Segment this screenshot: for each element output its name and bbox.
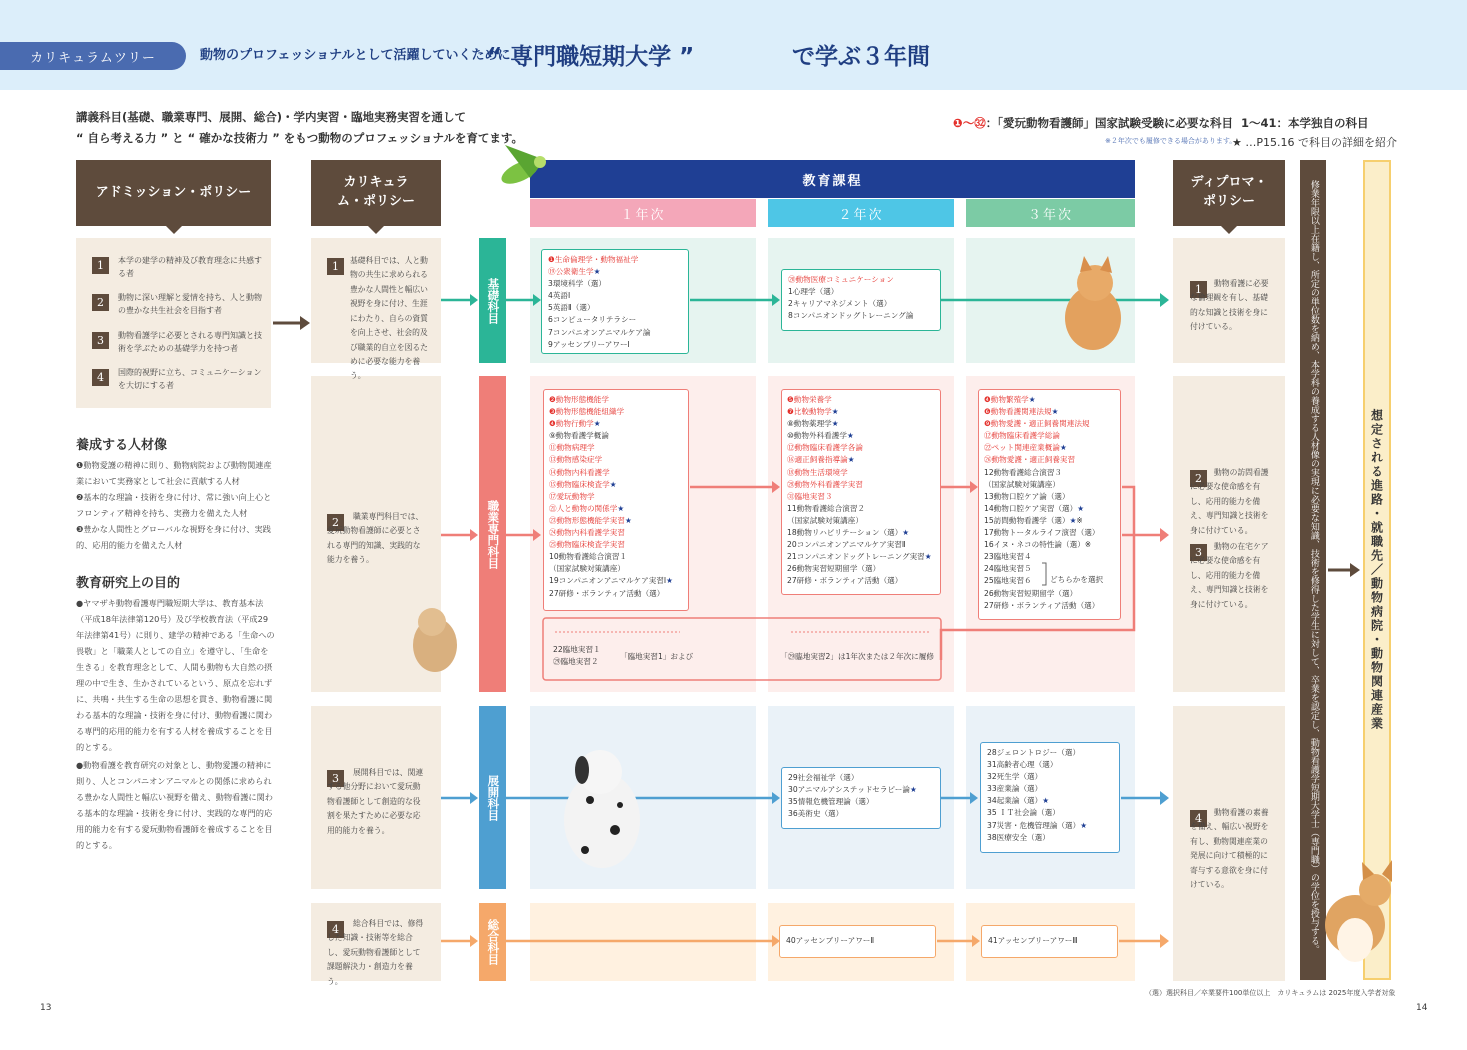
header-title-suffix: で学ぶ３年間 [792, 44, 930, 70]
course-item: 27研修・ボランティア活動（選） [984, 600, 1100, 610]
arrow-head [300, 316, 310, 330]
course-item: 5英語Ⅱ（選） [548, 303, 595, 313]
course-item: 25臨地実習６ [984, 576, 1032, 586]
mokuteki-title: 教育研究上の目的 [76, 576, 181, 591]
course-item: ㉙臨地実習２ [553, 657, 599, 666]
arrows-shoku [441, 487, 1160, 660]
course-item: 13動物口腔ケア論（選） [984, 491, 1070, 501]
course-item: 28ジェロントロジー（選） [987, 748, 1081, 757]
course-item: ⑰愛玩動物学 [549, 491, 595, 501]
rinchi-note: 「臨地実習1」および [620, 652, 694, 661]
curriculum-policy-title: カリキュラム・ポリシー [336, 175, 415, 209]
choice-bracket [1042, 563, 1046, 585]
course-item: 1心理学（選） [788, 287, 839, 297]
course-item: ❹動物行動学★ [549, 419, 601, 429]
admission-policy-title: アドミッション・ポリシー [95, 184, 252, 200]
course-item: 12動物看護総合演習３ [984, 467, 1063, 477]
course-item: ⑱動物生活環境学 [787, 467, 848, 477]
course-item: 34起業論（選）★ [987, 796, 1050, 806]
year-1-label: １年次 [620, 207, 666, 223]
course-item: 32死生学（選） [987, 772, 1043, 782]
course-item: 8コンパニオンドッグトレーニング論 [788, 311, 914, 321]
course-item: 17動物トータルライフ演習（選） [984, 528, 1100, 538]
course-item: 14動物口腔ケア実習（選）★ [984, 503, 1085, 513]
course-item: （国家試験対策講座） [549, 564, 625, 574]
course-item: 9アッセンブリーアワーⅠ [548, 339, 630, 349]
course-item: 15訪問動物看護学（選）★※ [984, 515, 1083, 525]
course-item: ⑨動物看護学概論 [549, 431, 609, 441]
legend-star: ★ …P15.16 で科目の詳細を紹介 [1232, 136, 1397, 149]
admission-item-text: 本学の建学の精神及び教育理念に共感する者 [118, 256, 262, 278]
course-item: 26動物実習短期留学（選） [787, 564, 881, 574]
course-item: 22臨地実習１ [553, 645, 601, 654]
course-item: 2キャリアマネジメント（選） [788, 299, 892, 309]
course-item: ㉓動物形態機能学実習★ [549, 515, 632, 525]
legend-red-text: ：「愛玩動物看護師」国家試験受験に必要な科目 [985, 116, 1233, 130]
course-item: 27研修・ボランティア活動（選） [787, 576, 903, 586]
course-item: 11動物看護総合演習２ [787, 503, 866, 513]
course-item: 35情報危機管理論（選） [788, 797, 874, 807]
course-item: ㉕動物臨床検査学実習 [549, 540, 625, 550]
admission-item-text: 国際的視野に立ち、コミュニケーションを大切にする者 [118, 368, 262, 390]
num-badge: 4 [1190, 810, 1207, 827]
dp-text-2: 動物の訪問看護に必要な使命感を有し、応用的能力を備え、専門知識と技術を身に付けている。 [1190, 468, 1269, 535]
cp-text-2: 職業専門科目では、愛玩動物看護師に必要とされる専門的知識、実践的な能力を養う。 [327, 512, 424, 565]
course-item: 31高齢者心理（選） [987, 760, 1058, 770]
course-item: 40アッセンブリーアワーⅡ [786, 936, 875, 946]
dp-text-3: 動物の在宅ケアに必要な使命感を有し、応用的能力を備え、専門知識と技術を身に付けている。 [1190, 542, 1269, 609]
course-item: 6コンピュータリテラシー [548, 315, 637, 325]
num-badge: 1 [1190, 281, 1207, 298]
course-item: ⑬動物感染症学 [549, 455, 603, 465]
page-number-left: 13 [40, 1003, 52, 1013]
course-item: 23臨地実習４ [984, 552, 1032, 562]
parakeet-illustration [498, 145, 546, 189]
course-item: ㉘動物外科看護学実習 [787, 479, 863, 489]
jinzai-item: ❸豊かな人間性とグローバルな視野を身に付け、実践的、応用的能力を備えた人材 [76, 523, 271, 550]
course-item: ❾動物愛護・適正飼養関連法規 [984, 419, 1090, 429]
rinchi-box [543, 618, 941, 680]
course-item: ⑳動物医療コミュニケーション [788, 275, 894, 284]
course-item: 4英語Ⅰ [548, 291, 571, 301]
jinzai-title: 養成する人材像 [76, 438, 168, 453]
course-item: ❷動物形態機能学 [549, 395, 609, 404]
admission-item-text: 動物看護学に必要とされる専門知識と技術を学ぶための基礎学力を持つ者 [118, 331, 262, 353]
cp-text-4: 総合科目では、修得した知識・技術等を総合し、愛玩動物看護師として課題解決力・創造力を養う。 [327, 919, 424, 986]
corgi-illustration [1325, 860, 1392, 962]
num-badge: 1 [92, 257, 109, 274]
course-item: ⑩動物外科看護学★ [787, 431, 854, 441]
course-item: ㉖動物愛護・適正飼養実習 [984, 455, 1076, 465]
num-badge: 2 [327, 514, 344, 531]
course-item: 21コンパニオンドッグトレーニング実習★ [787, 552, 932, 562]
num-badge: 2 [92, 294, 109, 311]
course-item: ⑪動物病理学 [549, 443, 595, 453]
education-banner: 教育課程 [530, 160, 1135, 198]
course-item: ⑫動物臨床看護学各論 [787, 443, 863, 453]
page-number-right: 14 [1416, 1003, 1428, 1013]
footer-note: （選）選択科目／卒業要件100単位以上 カリキュラムは 2025年度入学者対象 [1145, 989, 1396, 997]
num-badge: 2 [1190, 470, 1207, 487]
cp-text-1: 基礎科目では、人と動物の共生に求められる豊かな人間性と幅広い視野を身に付け、生涯にわたり、自らの資質を向上させ、社会的及び職業的自立を図るために必要な能力を養う。 [350, 256, 428, 381]
cat-illustration [1065, 256, 1121, 350]
arrowheads-shoku [470, 481, 1169, 542]
course-item: 35 ＩＴ社会論（選） [987, 808, 1060, 818]
intro-line-1: 講義科目(基礎、職業専門、展開、総合)・学内実習・臨地実務実習を通して [76, 110, 467, 124]
dp-text-4: 動物看護の素養を備え、幅広い視野を有し、動物関連産業の発展に向けて積極的に寄与する意欲を身に付けている。 [1190, 808, 1269, 890]
course-item: 7コンパニオンアニマルケア論 [548, 327, 651, 337]
course-item: ❺動物栄養学 [787, 395, 832, 404]
legend-box-text: ：本学独自の科目 [1276, 116, 1369, 130]
course-item: ❻動物看護関連法規★ [984, 407, 1059, 417]
course-item: ㉔動物内科看護学実習 [549, 528, 625, 538]
num-badge: 1 [327, 258, 344, 275]
course-item: ⑫動物臨床看護学総論 [984, 431, 1060, 441]
course-item: 29社会福祉学（選） [788, 773, 859, 782]
course-item: 18動物リハビリテーション（選）★ [787, 528, 910, 538]
num-badge: 4 [92, 369, 109, 386]
dalmatian-illustration [564, 750, 640, 868]
course-item: 30アニマルアシステッドセラピー論★ [788, 785, 917, 795]
course-item: 36美術史（選） [788, 809, 844, 819]
course-item: 27研修・ボランティア活動（選） [549, 588, 665, 598]
course-item: 3環境科学（選） [548, 279, 606, 289]
course-item: ❶生命倫理学・動物福祉学 [548, 255, 639, 264]
diploma-policy-title: ディプロマ・ポリシー [1190, 175, 1268, 209]
course-item: 41アッセンブリーアワーⅢ [988, 936, 1078, 946]
legend-note: ※２年次でも履修できる場合があります。 [1105, 137, 1237, 145]
course-item: 37災害・危機管理論（選）★ [987, 820, 1088, 830]
course-item: 26動物実習短期留学（選） [984, 588, 1078, 598]
course-item: ❹動物繁殖学★ [984, 395, 1036, 404]
course-item: ❼比較動物学★ [787, 407, 839, 417]
choice-note: どちらかを選択 [1050, 575, 1104, 584]
course-item: 33産業論（選） [987, 784, 1043, 794]
year-3-label: ３年次 [1027, 207, 1073, 223]
cp-text-3: 展開科目では、関連する他分野において愛玩動物看護師として創造的な役割を果たすために必要な応用的能力を養う。 [327, 768, 424, 835]
course-item: （国家試験対策講座） [984, 479, 1060, 489]
num-badge: 4 [327, 921, 344, 938]
course-item: ❸動物形態機能組織学 [549, 407, 625, 417]
num-badge: 3 [92, 332, 109, 349]
rinchi-note-2: 「㉙臨地実習2」は1年次または２年次に履修 [780, 652, 934, 661]
subject-bar-kiso: 基礎科目 [479, 238, 506, 363]
course-item: 20コンパニオンアニマルケア実習Ⅱ [787, 540, 906, 550]
intro-line-2: “ 自ら考える力 ” と “ 確かな技術力 ” をもつ動物のプロフェッショナルを育てます。 [76, 131, 523, 145]
course-item: 10動物看護総合演習１ [549, 552, 628, 562]
course-item: 38医療安全（選） [987, 832, 1050, 842]
course-item: ㉒ペット関連産業概論★ [984, 443, 1067, 453]
course-item: 19コンパニオンアニマルケア実習Ⅰ★ [549, 576, 673, 586]
course-item: ⑯適正飼養指導論★ [787, 455, 855, 465]
legend-box-range: 1〜41 [1241, 116, 1277, 130]
jinzai-item: ❶動物愛護の精神に則り、動物病院および動物関連産業において実務家として社会に貢献する人材 [76, 460, 272, 486]
header-lead: 動物のプロフェッショナルとして活躍していくために [200, 48, 511, 63]
course-item: ㉛臨地実習３ [787, 491, 833, 501]
jinzai-item: ❷基本的な理論・技術を身に付け、常に強い向上心とフロンティア精神を持ち、実務力を備えた人材 [76, 491, 272, 518]
degree-requirement-column: 修業年限以上在籍し、所定の単位数を納め、本学科の養成する人材像の実現に必要な知識、技術を修得した学生に対して、卒業を認定し、動物看護学短期大学士（専門職）の学位を授与する。 [1300, 160, 1326, 980]
num-badge: 3 [1190, 544, 1207, 561]
curriculum-tree-tag: カリキュラムツリー [0, 42, 186, 70]
admission-item-text: 動物に深い理解と愛情を持ち、人と動物の豊かな共生社会を目指す者 [118, 293, 262, 315]
subject-bar-shokugyo: 職業専門科目 [479, 376, 506, 692]
arrow-head [1350, 563, 1360, 577]
career-column: 想定される進路・就職先／動物病院・動物関連産業 [1363, 160, 1391, 980]
mokuteki-p2: ●動物看護を教育研究の対象とし、動物愛護の精神に則り、人とコンパニオンアニマルとの関係に求められる豊かな人間性と幅広い視野を備え、動物看護に関わる基本的な理論・技術を身に付け、実践的な専門的応用的能力を有する愛玩動物看護師を養成することを目的とする。 [76, 760, 273, 850]
subject-bar-tenkai: 展開科目 [479, 706, 506, 889]
subject-bar-sogo: 総合科目 [479, 903, 506, 981]
num-badge: 3 [327, 770, 344, 787]
mokuteki-p1: ●ヤマザキ動物看護専門職短期大学は、教育基本法（平成18年法律第120号）及び学校教育法（平成29年法律第41号）に則り、建学の精神である「生命への畏敬」と「職業人としての自立」を遵守し、「生命を生きる」を教育理念として、人間も動物も大自然の摂理の中で生き、生かされているという、原点を忘れずに、共鳴・共生する生命の思想を貫き、動物看護に関わる基本的な理論・技術を身に付け、動物看護に関わる専門的応用的能力を有する人材を養成することを目的とする。 [76, 598, 275, 752]
year-2-label: ２年次 [838, 207, 884, 223]
course-item: ⑭動物内科看護学 [549, 467, 610, 477]
course-item: ⑲公衆衛生学★ [548, 267, 601, 277]
course-item: 16イヌ・ネコの特性論（選）※ [984, 540, 1092, 550]
dp-text-1: 動物看護に必要な倫理観を有し、基礎的な知識と技術を身に付けている。 [1190, 279, 1269, 332]
course-item: ⑮動物臨床検査学★ [549, 479, 617, 489]
hamster-illustration [413, 608, 457, 672]
header-title: “ 専門職短期大学 ” [487, 44, 695, 70]
course-item: ⑧動物薬理学★ [787, 419, 839, 429]
legend-red-range: ❶〜㉜ [953, 116, 986, 130]
course-item: （国家試験対策講座） [787, 515, 863, 525]
course-item: 24臨地実習５ [984, 564, 1032, 574]
course-item: ㉑人と動物の関係学★ [549, 503, 625, 513]
